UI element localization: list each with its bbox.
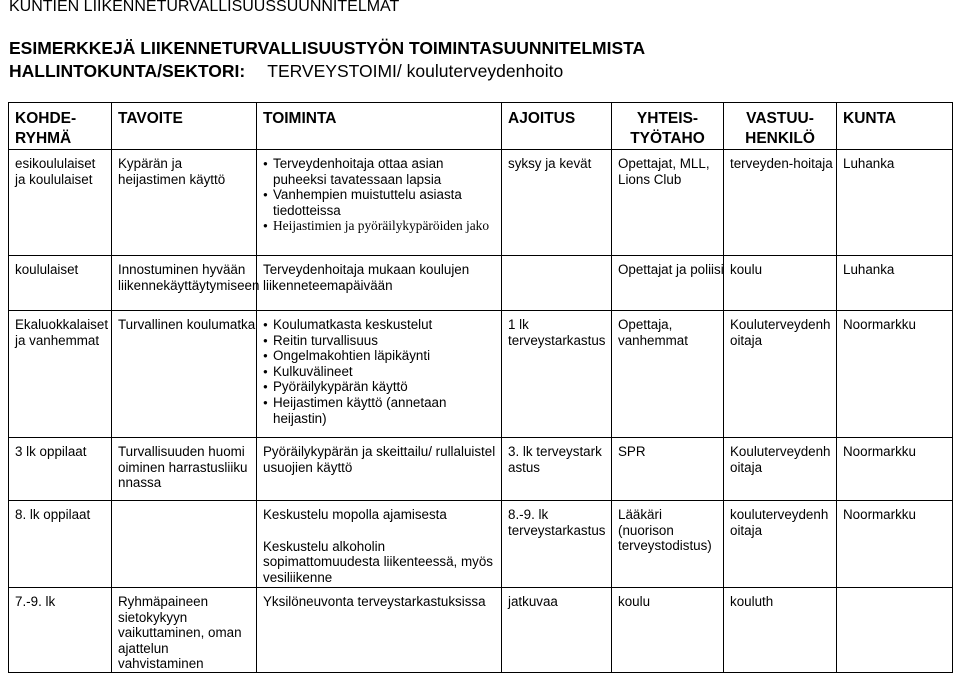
- header-toiminta: TOIMINTA: [257, 103, 502, 150]
- list-item: ● Kulkuvälineet: [263, 364, 497, 380]
- cell-ajoitus: syksy ja kevät: [502, 150, 612, 256]
- cell-toiminta: Terveydenhoitaja mukaan koulujen liikenneteemapäivään: [257, 256, 502, 311]
- cell-ajoitus: 1 lk terveystarkastus: [502, 311, 612, 438]
- toiminta-list: [263, 156, 497, 234]
- cell-tavoite: Turvallisuuden huomioiminen harrastusliikunnassa: [112, 438, 257, 501]
- action-plan-table: [8, 102, 953, 673]
- cell-tavoite: Kypärän ja heijastimen käyttö: [112, 150, 257, 256]
- toiminta-paragraph: Keskustelu mopolla ajamisesta: [263, 507, 447, 522]
- cell-vastuuhenkilo: kouluterveydenhoitaja: [724, 501, 837, 588]
- header-ajoitus: AJOITUS: [502, 103, 612, 150]
- list-item: ● Terveydenhoitaja ottaa asian puheeksi tavatessaan lapsia: [263, 156, 497, 187]
- sector-line: [9, 61, 563, 82]
- cell-kunta: Noormarkku: [837, 501, 953, 588]
- cell-toiminta: [257, 150, 502, 256]
- table-row: [9, 438, 953, 501]
- sector-label: HALLINTOKUNTA/SEKTORI:: [9, 61, 246, 81]
- cell-ajoitus: jatkuvaa: [502, 588, 612, 673]
- cell-kunta: Noormarkku: [837, 311, 953, 438]
- cell-yhteistyotaho: SPR: [612, 438, 724, 501]
- cell-tavoite: Turvallinen koulumatka: [112, 311, 257, 438]
- cell-yhteistyotaho: koulu: [612, 588, 724, 673]
- table-row: [9, 150, 953, 256]
- toiminta-paragraph: Keskustelu alkoholin sopimattomuudesta liikenteessä, myös vesiliikenne: [263, 538, 493, 585]
- cell-kohderyhma: esikoululaiset ja koululaiset: [9, 150, 112, 256]
- cell-vastuuhenkilo: kouluth: [724, 588, 837, 673]
- list-item: ● Heijastimien ja pyöräilykypäröiden jako: [263, 218, 497, 234]
- cell-yhteistyotaho: Lääkäri (nuorison terveystodistus): [612, 501, 724, 588]
- table-header-row: [9, 103, 953, 150]
- header-kohderyhma: KOHDE-RYHMÄ: [9, 103, 112, 150]
- cell-tavoite: [112, 501, 257, 588]
- cell-kohderyhma: 7.-9. lk: [9, 588, 112, 673]
- cell-kohderyhma: Ekaluokkalaiset ja vanhemmat: [9, 311, 112, 438]
- cell-kunta: Luhanka: [837, 150, 953, 256]
- cell-ajoitus: 8.-9. lk terveystarkastus: [502, 501, 612, 588]
- cell-kunta: Noormarkku: [837, 438, 953, 501]
- cell-tavoite: Ryhmäpaineen sietokykyyn vaikuttaminen, oman ajattelun vahvistaminen: [112, 588, 257, 673]
- table-row: [9, 588, 953, 673]
- list-item: ● Koulumatkasta keskustelut: [263, 317, 497, 333]
- cell-toiminta: [257, 311, 502, 438]
- cell-ajoitus: 3. lk terveystarkastus: [502, 438, 612, 501]
- cell-toiminta: Yksilöneuvonta terveystarkastuksissa: [257, 588, 502, 673]
- header-vastuuhenkilo: VASTUU-HENKILÖ: [724, 103, 837, 150]
- cell-toiminta: [257, 501, 502, 588]
- cell-yhteistyotaho: Opettajat, MLL, Lions Club: [612, 150, 724, 256]
- list-item: ● Reitin turvallisuus: [263, 333, 497, 349]
- document-title: ESIMERKKEJÄ LIIKENNETURVALLISUUSTYÖN TOIMINTASUUNNITELMISTA: [9, 38, 646, 58]
- cell-kohderyhma: 3 lk oppilaat: [9, 438, 112, 501]
- cell-vastuuhenkilo: Kouluterveydenhoitaja: [724, 438, 837, 501]
- header-yhteistyotaho: YHTEIS-TYÖTAHO: [612, 103, 724, 150]
- toiminta-list: [263, 317, 497, 426]
- header-kunta: KUNTA: [837, 103, 953, 150]
- cell-yhteistyotaho: Opettajat ja poliisi: [612, 256, 724, 311]
- cell-kohderyhma: koululaiset: [9, 256, 112, 311]
- cell-vastuuhenkilo: koulu: [724, 256, 837, 311]
- cell-kunta: Luhanka: [837, 256, 953, 311]
- table-row: [9, 501, 953, 588]
- cell-kohderyhma: 8. lk oppilaat: [9, 501, 112, 588]
- cell-tavoite: Innostuminen hyvään liikennekäyttäytymiseen: [112, 256, 257, 311]
- cell-yhteistyotaho: Opettaja, vanhemmat: [612, 311, 724, 438]
- cell-kunta: [837, 588, 953, 673]
- sector-value: TERVEYSTOIMI/ kouluterveydenhoito: [267, 61, 564, 81]
- cell-vastuuhenkilo: Kouluterveydenhoitaja: [724, 311, 837, 438]
- cell-vastuuhenkilo: terveyden-hoitaja: [724, 150, 837, 256]
- table-row: [9, 311, 953, 438]
- cell-ajoitus: [502, 256, 612, 311]
- cell-toiminta: Pyöräilykypärän ja skeittailu/ rullaluistelusuojien käyttö: [257, 438, 502, 501]
- list-item: ● Vanhempien muistuttelu asiasta tiedotteissa: [263, 187, 497, 218]
- document-top-heading: KUNTIEN LIIKENNETURVALLISUUSSUUNNITELMAT: [9, 0, 400, 15]
- list-item: ● Ongelmakohtien läpikäynti: [263, 348, 497, 364]
- list-item: ● Heijastimen käyttö (annetaan heijastin): [263, 395, 497, 426]
- list-item: ● Pyöräilykypärän käyttö: [263, 379, 497, 395]
- table-row: [9, 256, 953, 311]
- header-tavoite: TAVOITE: [112, 103, 257, 150]
